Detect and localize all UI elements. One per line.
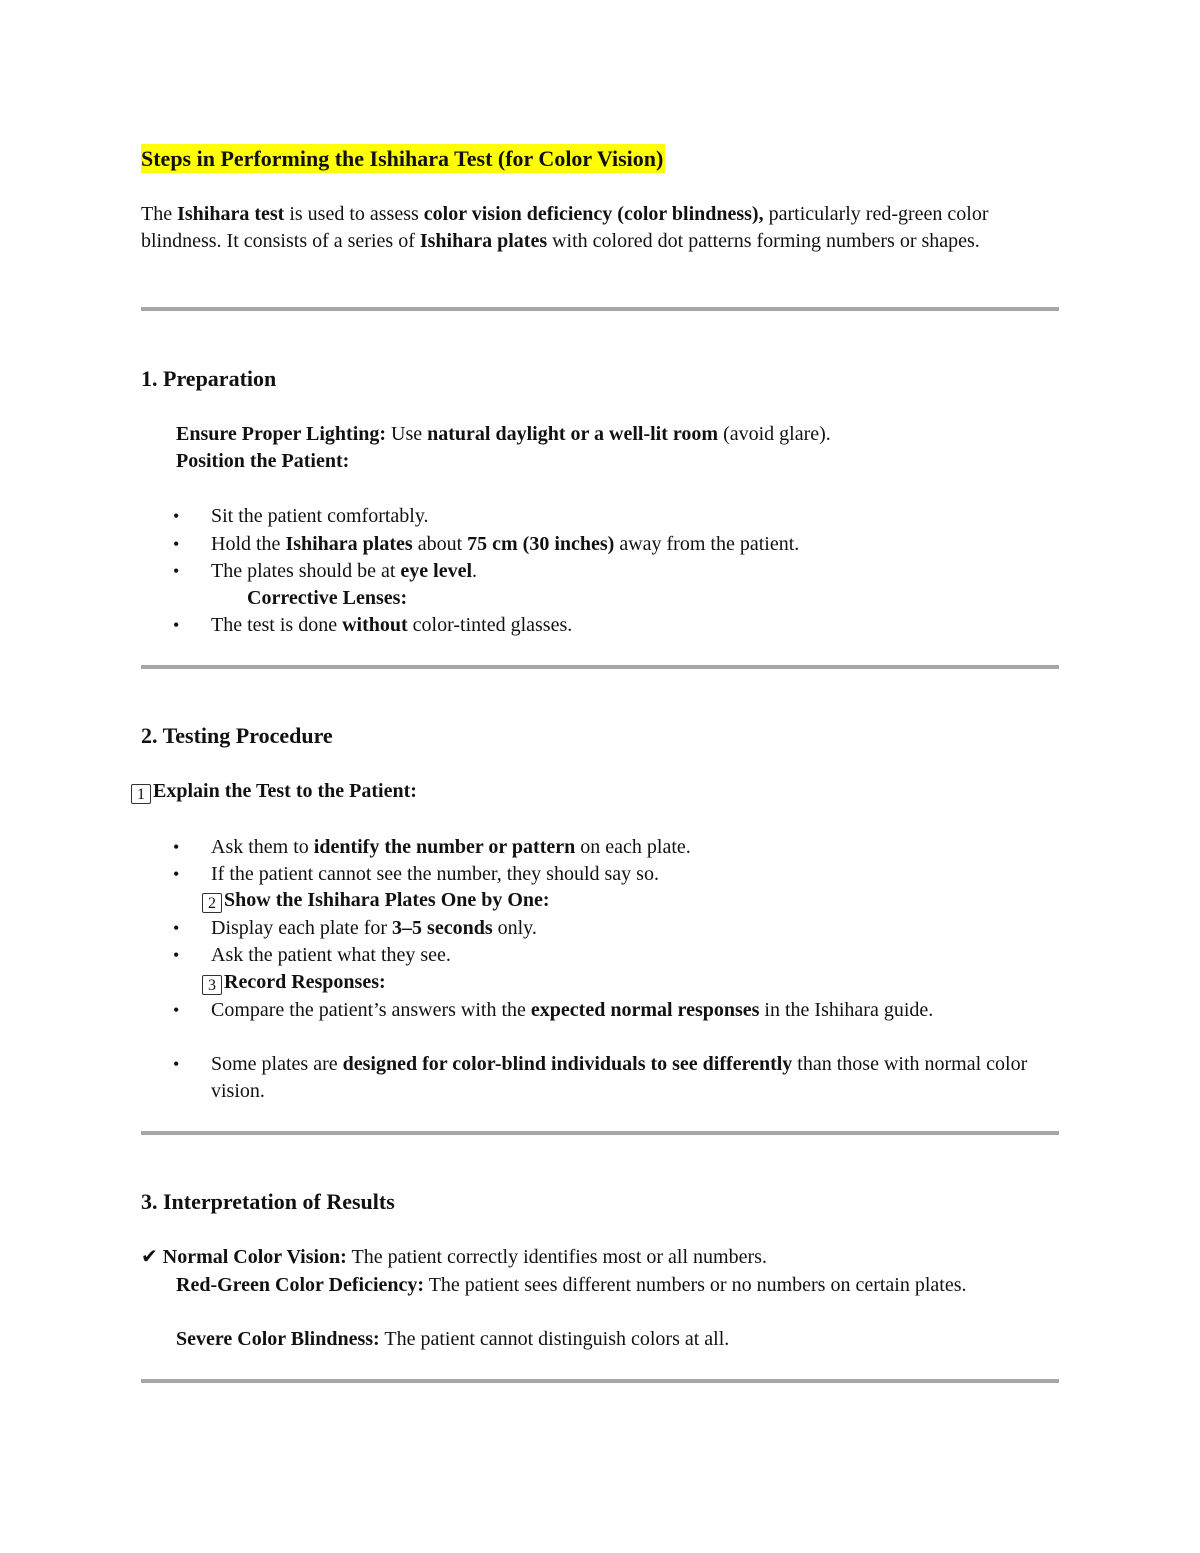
list-item: Sit the patient comfortably.	[211, 505, 429, 527]
list-item	[211, 915, 537, 942]
item-bold: expected normal responses	[530, 999, 760, 1021]
item-text: about	[412, 533, 468, 555]
normal-vision-line	[141, 1244, 767, 1271]
step-3-line	[202, 969, 386, 996]
lenses-label-text: Corrective Lenses:	[247, 587, 408, 609]
section-heading-procedure: 2. Testing Procedure	[141, 723, 333, 748]
intro-text: particularly red-green color blindness. It consists of a series of	[141, 203, 989, 252]
bullet-icon: •	[173, 918, 180, 938]
step-label: Show the Ishihara Plates One by One:	[224, 889, 550, 911]
rg-label: Red-Green Color Deficiency:	[176, 1274, 425, 1296]
item-bold: Ishihara plates	[285, 533, 413, 555]
horizontal-rule	[141, 665, 1059, 669]
intro-text: is used to assess	[284, 203, 424, 225]
item-bold: 75 cm (30 inches)	[467, 533, 615, 555]
step-2-line	[202, 887, 550, 914]
step-number-box: 3	[202, 975, 222, 995]
list-item: Ask the patient what they see.	[211, 944, 451, 966]
list-item	[211, 558, 477, 585]
bullet-icon: •	[173, 1054, 180, 1074]
severe-line	[176, 1326, 729, 1353]
list-item	[211, 531, 799, 558]
bullet-icon: •	[173, 534, 180, 554]
normal-text: The patient correctly identifies most or all numbers.	[346, 1246, 767, 1268]
intro-text: The	[141, 203, 178, 225]
list-item	[211, 834, 691, 861]
lighting-text: Use	[386, 423, 428, 445]
horizontal-rule	[141, 1379, 1059, 1383]
item-bold: 3–5 seconds	[392, 917, 493, 939]
check-icon: ✔	[141, 1246, 158, 1268]
normal-label: Normal Color Vision:	[162, 1246, 347, 1268]
bullet-icon: •	[173, 864, 180, 884]
item-bold: designed for color-blind individuals to see differently	[342, 1053, 793, 1075]
step-label: Explain the Test to the Patient:	[153, 780, 417, 802]
position-label-text: Position the Patient:	[176, 450, 350, 472]
item-text: Hold the	[211, 533, 286, 555]
lenses-label	[247, 585, 407, 612]
red-green-line	[141, 1272, 1051, 1299]
item-text: only.	[492, 917, 537, 939]
bullet-icon: •	[173, 1000, 180, 1020]
lighting-label: Ensure Proper Lighting:	[176, 423, 387, 445]
item-text: than those with normal color vision.	[211, 1053, 1028, 1102]
lighting-bold: natural daylight or a well-lit room	[427, 423, 719, 445]
step-number-box: 2	[202, 893, 222, 913]
bullet-icon: •	[173, 506, 180, 526]
intro-bold: color vision deficiency (color blindness),	[423, 203, 764, 225]
rg-text: The patient sees different numbers or no numbers on certain plates.	[424, 1274, 967, 1296]
intro-bold: Ishihara plates	[419, 230, 548, 252]
item-text: The plates should be at	[211, 560, 401, 582]
document-title: Steps in Performing the Ishihara Test (for Color Vision)	[141, 146, 664, 171]
horizontal-rule	[141, 307, 1059, 311]
intro-bold: Ishihara test	[177, 203, 285, 225]
bullet-icon: •	[173, 945, 180, 965]
item-text: in the Ishihara guide.	[759, 999, 934, 1021]
step-number-box: 1	[131, 784, 151, 804]
item-text: Display each plate for	[211, 917, 393, 939]
item-text: on each plate.	[575, 836, 691, 858]
item-text: color-tinted glasses.	[407, 614, 573, 636]
step-1-line	[131, 778, 417, 805]
list-item	[211, 1051, 1059, 1105]
item-bold: eye level	[400, 560, 473, 582]
item-text: Compare the patient’s answers with the	[211, 999, 531, 1021]
item-text: .	[472, 560, 478, 582]
item-text: The test is done	[211, 614, 343, 636]
section-heading-preparation: 1. Preparation	[141, 366, 277, 391]
list-item	[211, 997, 1011, 1024]
list-item	[211, 612, 572, 639]
step-label: Record Responses:	[224, 971, 386, 993]
item-bold: without	[342, 614, 408, 636]
horizontal-rule	[141, 1131, 1059, 1135]
lighting-line	[176, 421, 831, 448]
lighting-text: (avoid glare).	[718, 423, 831, 445]
severe-text: The patient cannot distinguish colors at all.	[379, 1328, 730, 1350]
bullet-icon: •	[173, 561, 180, 581]
intro-paragraph	[141, 201, 1061, 255]
item-text: Ask them to	[211, 836, 314, 858]
item-text: Some plates are	[211, 1053, 343, 1075]
severe-label: Severe Color Blindness:	[176, 1328, 380, 1350]
list-item: If the patient cannot see the number, they should say so.	[211, 863, 659, 885]
position-label	[176, 448, 349, 475]
bullet-icon: •	[173, 837, 180, 857]
section-heading-results: 3. Interpretation of Results	[141, 1189, 395, 1214]
intro-text: with colored dot patterns forming numbers or shapes.	[547, 230, 980, 252]
bullet-icon: •	[173, 615, 180, 635]
item-bold: identify the number or pattern	[313, 836, 576, 858]
item-text: away from the patient.	[614, 533, 800, 555]
